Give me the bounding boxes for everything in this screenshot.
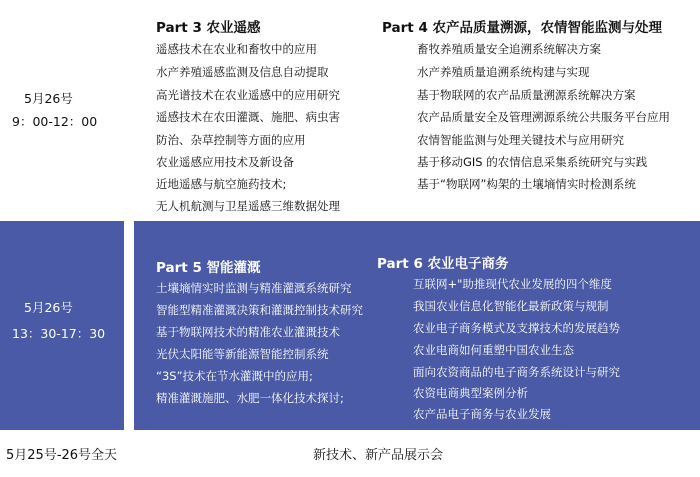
part5-item: 基于物联网技术的精准农业灌溉技术 bbox=[156, 325, 340, 339]
part4-item: 水产养殖质量追溯系统构建与实现 bbox=[417, 65, 590, 79]
part5-title: Part 5 智能灌溉 bbox=[156, 260, 261, 276]
footer-event: 新技术、新产品展示会 bbox=[313, 448, 444, 463]
part5-item: 智能型精准灌溉决策和灌溉控制技术研究 bbox=[156, 303, 363, 317]
part3-title: Part 3 农业遥感 bbox=[156, 20, 261, 36]
part3-item: 遥感技术在农业和畜牧中的应用 bbox=[156, 42, 317, 56]
part5-item: “3S”技术在节水灌溉中的应用; bbox=[156, 369, 313, 383]
session2-date: 5月26号 bbox=[24, 300, 73, 315]
part3-item: 防治、杂草控制等方面的应用 bbox=[156, 133, 306, 147]
session1-date: 5月26号 bbox=[24, 91, 73, 106]
session1-time: 9：00-12：00 bbox=[12, 114, 98, 129]
part5-item: 土壤墒情实时监测与精准灌溉系统研究 bbox=[156, 281, 352, 295]
part3-item: 遥感技术在农田灌溉、施肥、病虫害 bbox=[156, 110, 340, 124]
part6-item: 农业电子商务模式及支撑技术的发展趋势 bbox=[413, 321, 620, 335]
part3-item: 无人机航测与卫星遥感三维数据处理 bbox=[156, 199, 340, 213]
part6-item: 农产品电子商务与农业发展 bbox=[413, 407, 551, 421]
part6-title: Part 6 农业电子商务 bbox=[377, 256, 509, 272]
part5-item: 精准灌溉施肥、水肥一体化技术探讨; bbox=[156, 391, 344, 405]
part3-item: 农业遥感应用技术及新设备 bbox=[156, 155, 294, 169]
part4-item: 基于“物联网”构架的土壤墒情实时检测系统 bbox=[417, 177, 636, 191]
part6-item: 互联网+"助推现代农业发展的四个维度 bbox=[413, 277, 612, 291]
part4-item: 基于物联网的农产品质量溯源系统解决方案 bbox=[417, 88, 636, 102]
part4-item: 农情智能监测与处理关键技术与应用研究 bbox=[417, 133, 624, 147]
part4-title: Part 4 农产品质量溯源，农情智能监测与处理 bbox=[382, 20, 663, 36]
part6-item: 面向农资商品的电子商务系统设计与研究 bbox=[413, 365, 620, 379]
session2-time: 13：30-17：30 bbox=[12, 326, 106, 341]
part4-item: 农产品质量安全及管理溯源系统公共服务平台应用 bbox=[417, 110, 670, 124]
band-divider bbox=[124, 221, 134, 430]
part5-item: 光伏太阳能等新能源智能控制系统 bbox=[156, 347, 329, 361]
part6-item: 农资电商典型案例分析 bbox=[413, 386, 528, 400]
part3-item: 水产养殖遥感监测及信息自动提取 bbox=[156, 65, 329, 79]
part6-item: 农业电商如何重塑中国农业生态 bbox=[413, 343, 574, 357]
part4-item: 基于移动GIS 的农情信息采集系统研究与实践 bbox=[417, 155, 648, 169]
part4-item: 畜牧养殖质量安全追溯系统解决方案 bbox=[417, 42, 601, 56]
part6-item: 我国农业信息化智能化最新政策与规制 bbox=[413, 299, 609, 313]
part3-item: 近地遥感与航空施药技术; bbox=[156, 177, 287, 191]
footer-date: 5月25号-26号全天 bbox=[6, 448, 118, 463]
part3-item: 高光谱技术在农业遥感中的应用研究 bbox=[156, 88, 340, 102]
